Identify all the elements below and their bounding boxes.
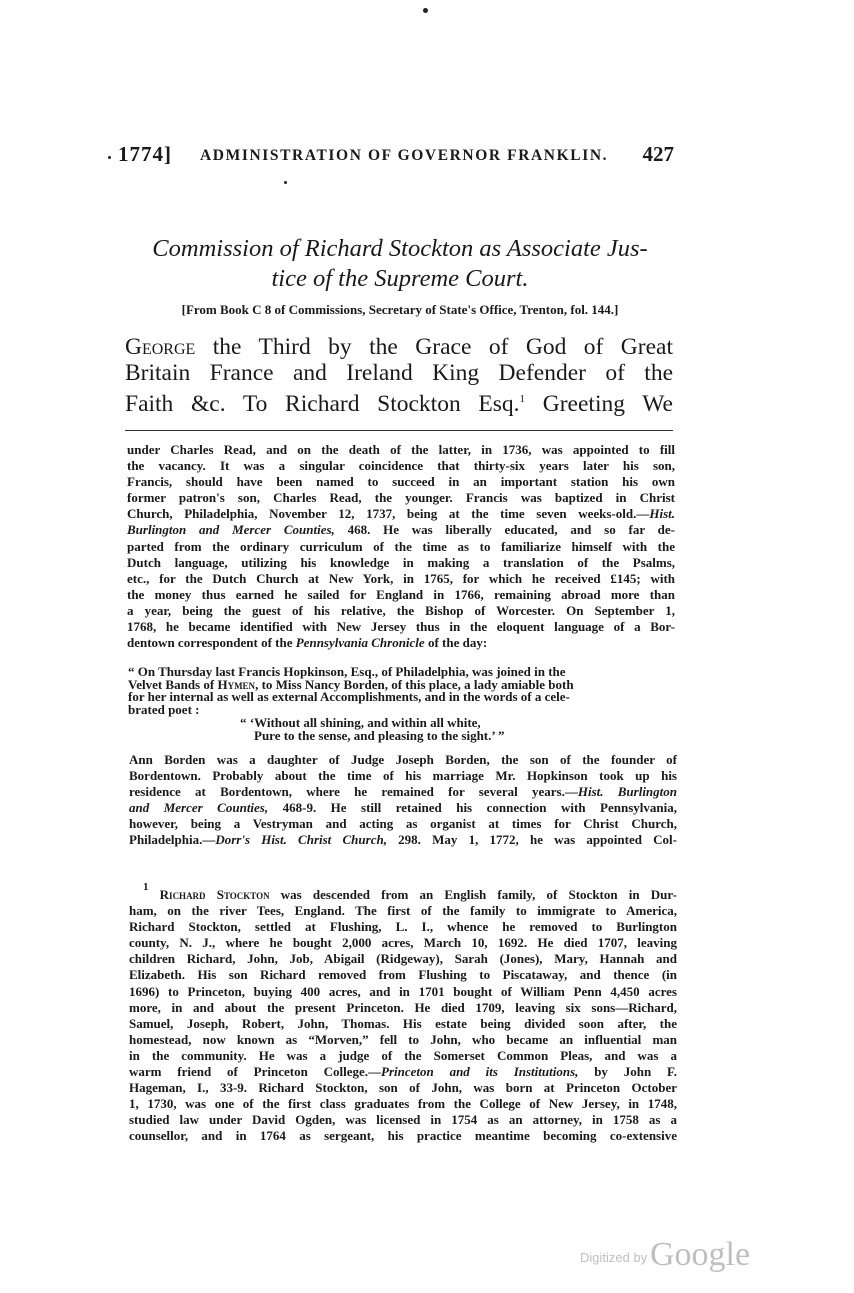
- title-line: Commission of Richard Stockton as Associate Jus-: [152, 235, 648, 262]
- page-number: 427: [642, 142, 674, 166]
- footnote-line: 1768, he became identified with New Jersey thus in the eloquent language of a Bor-: [127, 619, 675, 635]
- footnote-line: etc., for the Dutch Church at New York, in 1765, for which he received £145; with: [127, 570, 675, 586]
- running-header: [118, 142, 674, 172]
- footnote-line: Richard Stockton, settled at Flushing, L. I., whence he removed to Burlington: [129, 919, 677, 935]
- header-year: 1774]: [118, 142, 172, 166]
- margin-dot: [108, 156, 111, 159]
- footnote-1: [129, 879, 677, 1145]
- footnote-line: county, N. J., where he bought 2,000 acres, March 10, 1692. He died 1707, leaving: [129, 935, 677, 951]
- footnote-line: residence at Bordentown, where he remained for several years.—Hist. Burlington: [129, 784, 677, 800]
- footnote-line: Samuel, Joseph, Robert, John, Thomas. His estate being divided soon after, the: [129, 1015, 677, 1031]
- quote-line: “ On Thursday last Francis Hopkinson, Esq., of Philadelphia, was joined in the: [128, 664, 566, 679]
- footnote-line: Philadelphia.—Dorr's Hist. Christ Church, 298. May 1, 1772, he was appointed Col-: [129, 832, 677, 848]
- footnote-subject: Richard Stockton: [159, 887, 270, 902]
- footnote-line: under Charles Read, and on the death of the latter, in 1736, was appointed to fill: [127, 442, 675, 457]
- opening-word: George: [125, 334, 196, 360]
- commission-text: [125, 334, 673, 417]
- footnote-continued-2: [129, 752, 677, 849]
- margin-dot: [284, 181, 287, 184]
- verse-line: “ ‘Without all shining, and within all white,: [240, 715, 481, 730]
- footnote-line: in the community. He was a judge of the Somerset Common Pleas, and was a: [129, 1047, 677, 1063]
- footnote-line: $^1$ Richard Stockton was descended from an English family, of Stockton in Dur-: [143, 881, 677, 902]
- footnote-line: 1696) to Princeton, buying 400 acres, and in 1701 bought of William Penn 4,450 acres: [129, 983, 677, 999]
- footnote-line: Elizabeth. His son Richard removed from Flushing to Piscataway, and thence (in: [129, 967, 677, 983]
- footnote-line: a year, being the guest of his relative, the Bishop of Worcester. On September 1,: [127, 602, 675, 618]
- watermark-text: Digitized by: [580, 1250, 648, 1265]
- footnote-line: and Mercer Counties, 468-9. He still retained his connection with Pennsylvania,: [129, 800, 677, 816]
- footnote-line: former patron's son, Charles Read, the younger. Francis was baptized in Christ: [127, 490, 675, 506]
- footnote-line: homestead, now known as “Morven,” fell to John, who became an influential man: [129, 1031, 677, 1047]
- footnote-line: Ann Borden was a daughter of Judge Joseph Borden, the son of the founder of: [129, 752, 677, 767]
- source-citation: [From Book C 8 of Commissions, Secretary of State's Office, Trenton, fol. 144.]: [181, 302, 619, 317]
- poem-quote: [240, 717, 505, 742]
- digitization-watermark: [580, 1236, 770, 1276]
- footnote-line: more, in and about the present Princeton. He died 1709, leaving six sons—Richard,: [129, 999, 677, 1015]
- body-line: George the Third by the Grace of God of Great: [125, 334, 673, 360]
- footnote-line: Hageman, I., 33-9. Richard Stockton, son of John, was born at Princeton October: [129, 1080, 677, 1096]
- footnote-line: counsellor, and in 1764 as sergeant, his practice meantime becoming co-extensive: [129, 1128, 677, 1144]
- footnote-continued: [127, 442, 675, 651]
- footnote-line: Burlington and Mercer Counties, 468. He was liberally educated, and so far de-: [127, 522, 675, 538]
- footnote-line: however, being a Vestryman and acting as organist at times for Christ Church,: [129, 816, 677, 832]
- quote-line: brated poet :: [128, 701, 200, 717]
- footnote-line: children Richard, John, Job, Abigail (Ridgeway), Sarah (Jones), Mary, Hannah and: [129, 951, 677, 967]
- footnote-line: dentown correspondent of the Pennsylvania Chronicle of the day:: [127, 635, 488, 651]
- google-logo: Google: [650, 1236, 751, 1273]
- footnote-line: Dutch language, utilizing his knowledge in making a translation of the Psalms,: [127, 554, 675, 570]
- footnote-line: ham, on the river Tees, England. The first of the family to immigrate to America,: [129, 903, 677, 919]
- verse-line: Pure to the sense, and pleasing to the sight.’ ”: [254, 727, 505, 743]
- footnote-line: Francis, should have been named to succeed in an important station his own: [127, 474, 675, 490]
- footnote-ref: 1: [519, 393, 526, 405]
- footnote-line: Bordentown. Probably about the time of his marriage Mr. Hopkinson took up his: [129, 768, 677, 784]
- footnote-divider: [125, 430, 673, 431]
- footnote-line: the vacancy. It was a singular coincidence that thirty-six years later his son,: [127, 458, 675, 474]
- body-line: Faith &c. To Richard Stockton Esq.$^1$ Greeting We: [125, 391, 673, 417]
- footnote-line: 1, 1730, was one of the first class graduates from the College of New Jersey, in 1748,: [129, 1096, 677, 1112]
- quoted-passage: [128, 666, 676, 716]
- footnote-line: Church, Philadelphia, November 12, 1737, being at the time seven weeks-old.—Hist.: [127, 506, 675, 522]
- footnote-line: the money thus earned he sailed for England in 1766, remaining abroad more than: [127, 586, 675, 602]
- footnote-marker: 1: [143, 881, 149, 893]
- footnote-line: warm friend of Princeton College.—Princeton and its Institutions, by John F.: [129, 1064, 678, 1080]
- body-line: Britain France and Ireland King Defender of the: [125, 360, 673, 386]
- footnote-line: studied law under David Ogden, was licensed in 1754 as an attorney, in 1758 as a: [129, 1112, 677, 1128]
- page-mark-dot: [423, 8, 428, 13]
- title-line: tice of the Supreme Court.: [271, 265, 529, 292]
- quote-line: Velvet Bands of Hymen, to Miss Nancy Borden, of this place, a lady amiable both: [128, 676, 574, 692]
- header-running-title: ADMINISTRATION OF GOVERNOR FRANKLIN.: [200, 147, 609, 164]
- footnote-line: parted from the ordinary curriculum of the time as to familiarize himself with the: [127, 538, 675, 554]
- quote-line: for her internal as well as external Accomplishments, and in the words of a cele-: [128, 689, 570, 704]
- document-title: [120, 234, 680, 294]
